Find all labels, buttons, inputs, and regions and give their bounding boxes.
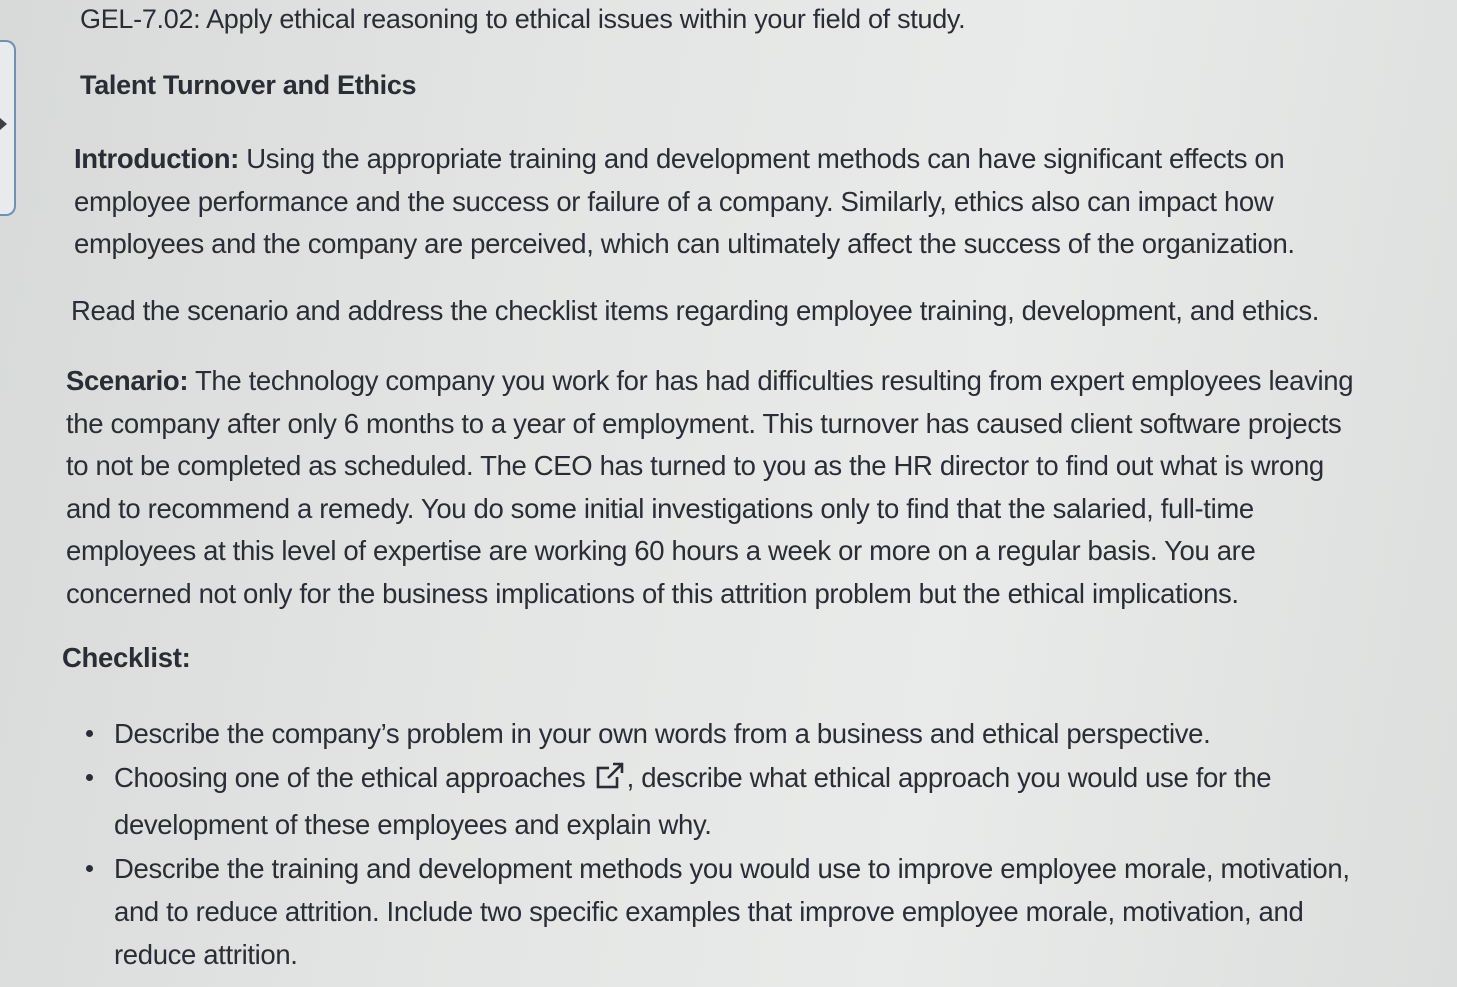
learning-outcome	[80, 4, 965, 35]
checklist-item-line: reduce attrition.	[114, 939, 298, 970]
instruction-text: Read the scenario and address the checklist items regarding employee training, development, and ethics.	[71, 295, 1320, 326]
scenario-line: to not be completed as scheduled. The CEO has turned to you as the HR director to find out what is wrong	[66, 450, 1324, 481]
intro-text: Using the appropriate training and development methods can have significant effects on	[246, 143, 1285, 174]
outcome-text: Apply ethical reasoning to ethical issues within your field of study.	[206, 4, 966, 34]
scenario-line: concerned not only for the business implications of this attrition problem but the ethical implications.	[66, 577, 1239, 609]
scenario-label: Scenario:	[66, 365, 189, 396]
introduction-paragraph	[74, 138, 1394, 266]
introduction-label: Introduction:	[74, 143, 239, 174]
scenario-line: and to recommend a remedy. You do some initial investigations only to find that the salaried, full-time	[66, 492, 1254, 524]
scenario-line: employees at this level of expertise are working 60 hours a week or more on a regular basis. You are	[66, 535, 1256, 566]
outcome-code: GEL-7.02:	[80, 4, 201, 34]
bullet-icon	[86, 774, 93, 781]
bullet-icon	[86, 865, 93, 872]
checklist-item	[82, 712, 1452, 755]
checklist-item-line	[114, 756, 1452, 803]
scenario-text: The technology company you work for has had difficulties resulting from expert employees leaving	[194, 365, 1354, 396]
checklist-item	[82, 847, 1452, 976]
scenario-line: the company after only 6 months to a year of employment. This turnover has caused client software projects	[66, 407, 1342, 439]
intro-line: employee performance and the success or failure of a company. Similarly, ethics also can impact how	[74, 185, 1274, 217]
checklist-item-text: Describe the company’s problem in your own words from a business and ethical perspective.	[114, 718, 1211, 749]
intro-line	[74, 138, 1394, 181]
intro-line: employees and the company are perceived, which can ultimately affect the success of the organization.	[74, 228, 1295, 259]
scenario-paragraph	[66, 360, 1451, 615]
checklist-item-line: Describe the training and development methods you would use to improve employee morale, motivation,	[114, 853, 1350, 884]
scenario-line	[66, 360, 1451, 403]
page-title: Talent Turnover and Ethics	[80, 70, 417, 100]
checklist-item	[82, 756, 1452, 846]
external-link-icon[interactable]	[595, 761, 625, 791]
checklist-heading: Checklist:	[62, 642, 191, 673]
ethical-approaches-link[interactable]	[595, 760, 625, 803]
checklist-item-text: Choosing one of the ethical approaches	[114, 762, 586, 793]
checklist-item-text: , describe what ethical approach you would use for the	[626, 762, 1272, 793]
chevron-right-icon[interactable]	[0, 118, 7, 130]
bullet-icon	[86, 730, 93, 737]
checklist	[82, 712, 1452, 976]
checklist-item-line: and to reduce attrition. Include two specific examples that improve employee morale, motivation, and	[114, 896, 1304, 927]
checklist-item-line: development of these employees and explain why.	[114, 809, 712, 840]
